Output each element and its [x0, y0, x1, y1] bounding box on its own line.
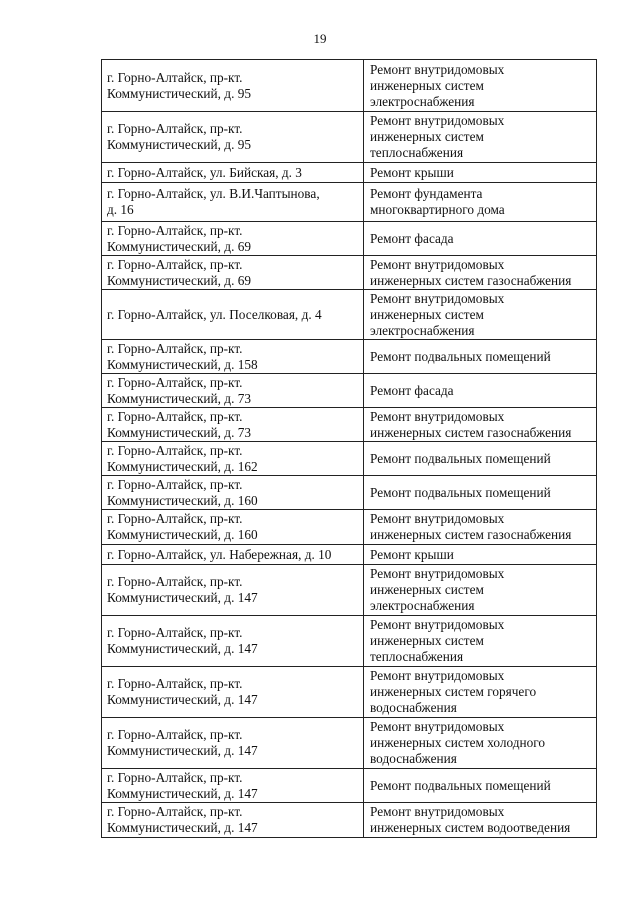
work-type-cell: Ремонт внутридомовых инженерных систем газоснабжения: [364, 256, 597, 290]
work-type-cell: Ремонт внутридомовых инженерных систем электроснабжения: [364, 565, 597, 616]
table-row: [102, 616, 597, 667]
address-cell: г. Горно-Алтайск, пр-кт. Коммунистический, д. 69: [102, 256, 364, 290]
address-cell: г. Горно-Алтайск, ул. Набережная, д. 10: [102, 545, 364, 565]
table-row: [102, 408, 597, 442]
address-cell: г. Горно-Алтайск, пр-кт. Коммунистический, д. 147: [102, 803, 364, 838]
work-type-cell: Ремонт внутридомовых инженерных систем теплоснабжения: [364, 616, 597, 667]
address-cell: г. Горно-Алтайск, пр-кт. Коммунистический, д. 73: [102, 408, 364, 442]
address-cell: г. Горно-Алтайск, пр-кт. Коммунистический, д. 147: [102, 616, 364, 667]
address-cell: г. Горно-Алтайск, пр-кт. Коммунистический, д. 69: [102, 222, 364, 256]
page-number: 19: [313, 31, 327, 46]
work-type-cell: Ремонт подвальных помещений: [364, 476, 597, 510]
work-type-cell: Ремонт внутридомовых инженерных систем электроснабжения: [364, 290, 597, 340]
table-row: [102, 340, 597, 374]
work-type-cell: Ремонт подвальных помещений: [364, 340, 597, 374]
table-row: [102, 183, 597, 222]
table-row: [102, 667, 597, 718]
table-row: [102, 163, 597, 183]
table-row: [102, 476, 597, 510]
table-row: [102, 565, 597, 616]
address-cell: г. Горно-Алтайск, пр-кт. Коммунистический, д. 160: [102, 510, 364, 545]
address-cell: г. Горно-Алтайск, пр-кт. Коммунистический, д. 160: [102, 476, 364, 510]
table-row: [102, 718, 597, 769]
address-cell: г. Горно-Алтайск, пр-кт. Коммунистический, д. 95: [102, 60, 364, 112]
table-row: [102, 256, 597, 290]
work-type-cell: Ремонт внутридомовых инженерных систем электроснабжения: [364, 60, 597, 112]
address-cell: г. Горно-Алтайск, пр-кт. Коммунистический, д. 158: [102, 340, 364, 374]
work-type-cell: Ремонт фасада: [364, 374, 597, 408]
table-row: [102, 290, 597, 340]
work-type-cell: Ремонт внутридомовых инженерных систем теплоснабжения: [364, 112, 597, 163]
work-type-cell: Ремонт крыши: [364, 163, 597, 183]
address-cell: г. Горно-Алтайск, ул. Поселковая, д. 4: [102, 290, 364, 340]
table-row: [102, 222, 597, 256]
work-type-cell: Ремонт подвальных помещений: [364, 769, 597, 803]
table-row: [102, 803, 597, 838]
address-cell: г. Горно-Алтайск, ул. Бийская, д. 3: [102, 163, 364, 183]
work-type-cell: Ремонт фундамента многоквартирного дома: [364, 183, 597, 222]
work-type-cell: Ремонт крыши: [364, 545, 597, 565]
works-table: [101, 59, 597, 838]
table-row: [102, 769, 597, 803]
address-cell: г. Горно-Алтайск, пр-кт. Коммунистический, д. 95: [102, 112, 364, 163]
table-row: [102, 112, 597, 163]
work-type-cell: Ремонт фасада: [364, 222, 597, 256]
work-type-cell: Ремонт внутридомовых инженерных систем холодного водоснабжения: [364, 718, 597, 769]
address-cell: г. Горно-Алтайск, пр-кт. Коммунистический, д. 147: [102, 769, 364, 803]
address-cell: г. Горно-Алтайск, пр-кт. Коммунистический, д. 162: [102, 442, 364, 476]
table-row: [102, 60, 597, 112]
address-cell: г. Горно-Алтайск, пр-кт. Коммунистический, д. 73: [102, 374, 364, 408]
address-cell: г. Горно-Алтайск, пр-кт. Коммунистический, д. 147: [102, 667, 364, 718]
address-cell: г. Горно-Алтайск, ул. В.И.Чаптынова, д. 16: [102, 183, 364, 222]
work-type-cell: Ремонт подвальных помещений: [364, 442, 597, 476]
table-row: [102, 545, 597, 565]
address-cell: г. Горно-Алтайск, пр-кт. Коммунистический, д. 147: [102, 565, 364, 616]
table-row: [102, 442, 597, 476]
table-row: [102, 374, 597, 408]
work-type-cell: Ремонт внутридомовых инженерных систем горячего водоснабжения: [364, 667, 597, 718]
address-cell: г. Горно-Алтайск, пр-кт. Коммунистический, д. 147: [102, 718, 364, 769]
work-type-cell: Ремонт внутридомовых инженерных систем газоснабжения: [364, 408, 597, 442]
work-type-cell: Ремонт внутридомовых инженерных систем газоснабжения: [364, 510, 597, 545]
table-row: [102, 510, 597, 545]
work-type-cell: Ремонт внутридомовых инженерных систем водоотведения: [364, 803, 597, 838]
